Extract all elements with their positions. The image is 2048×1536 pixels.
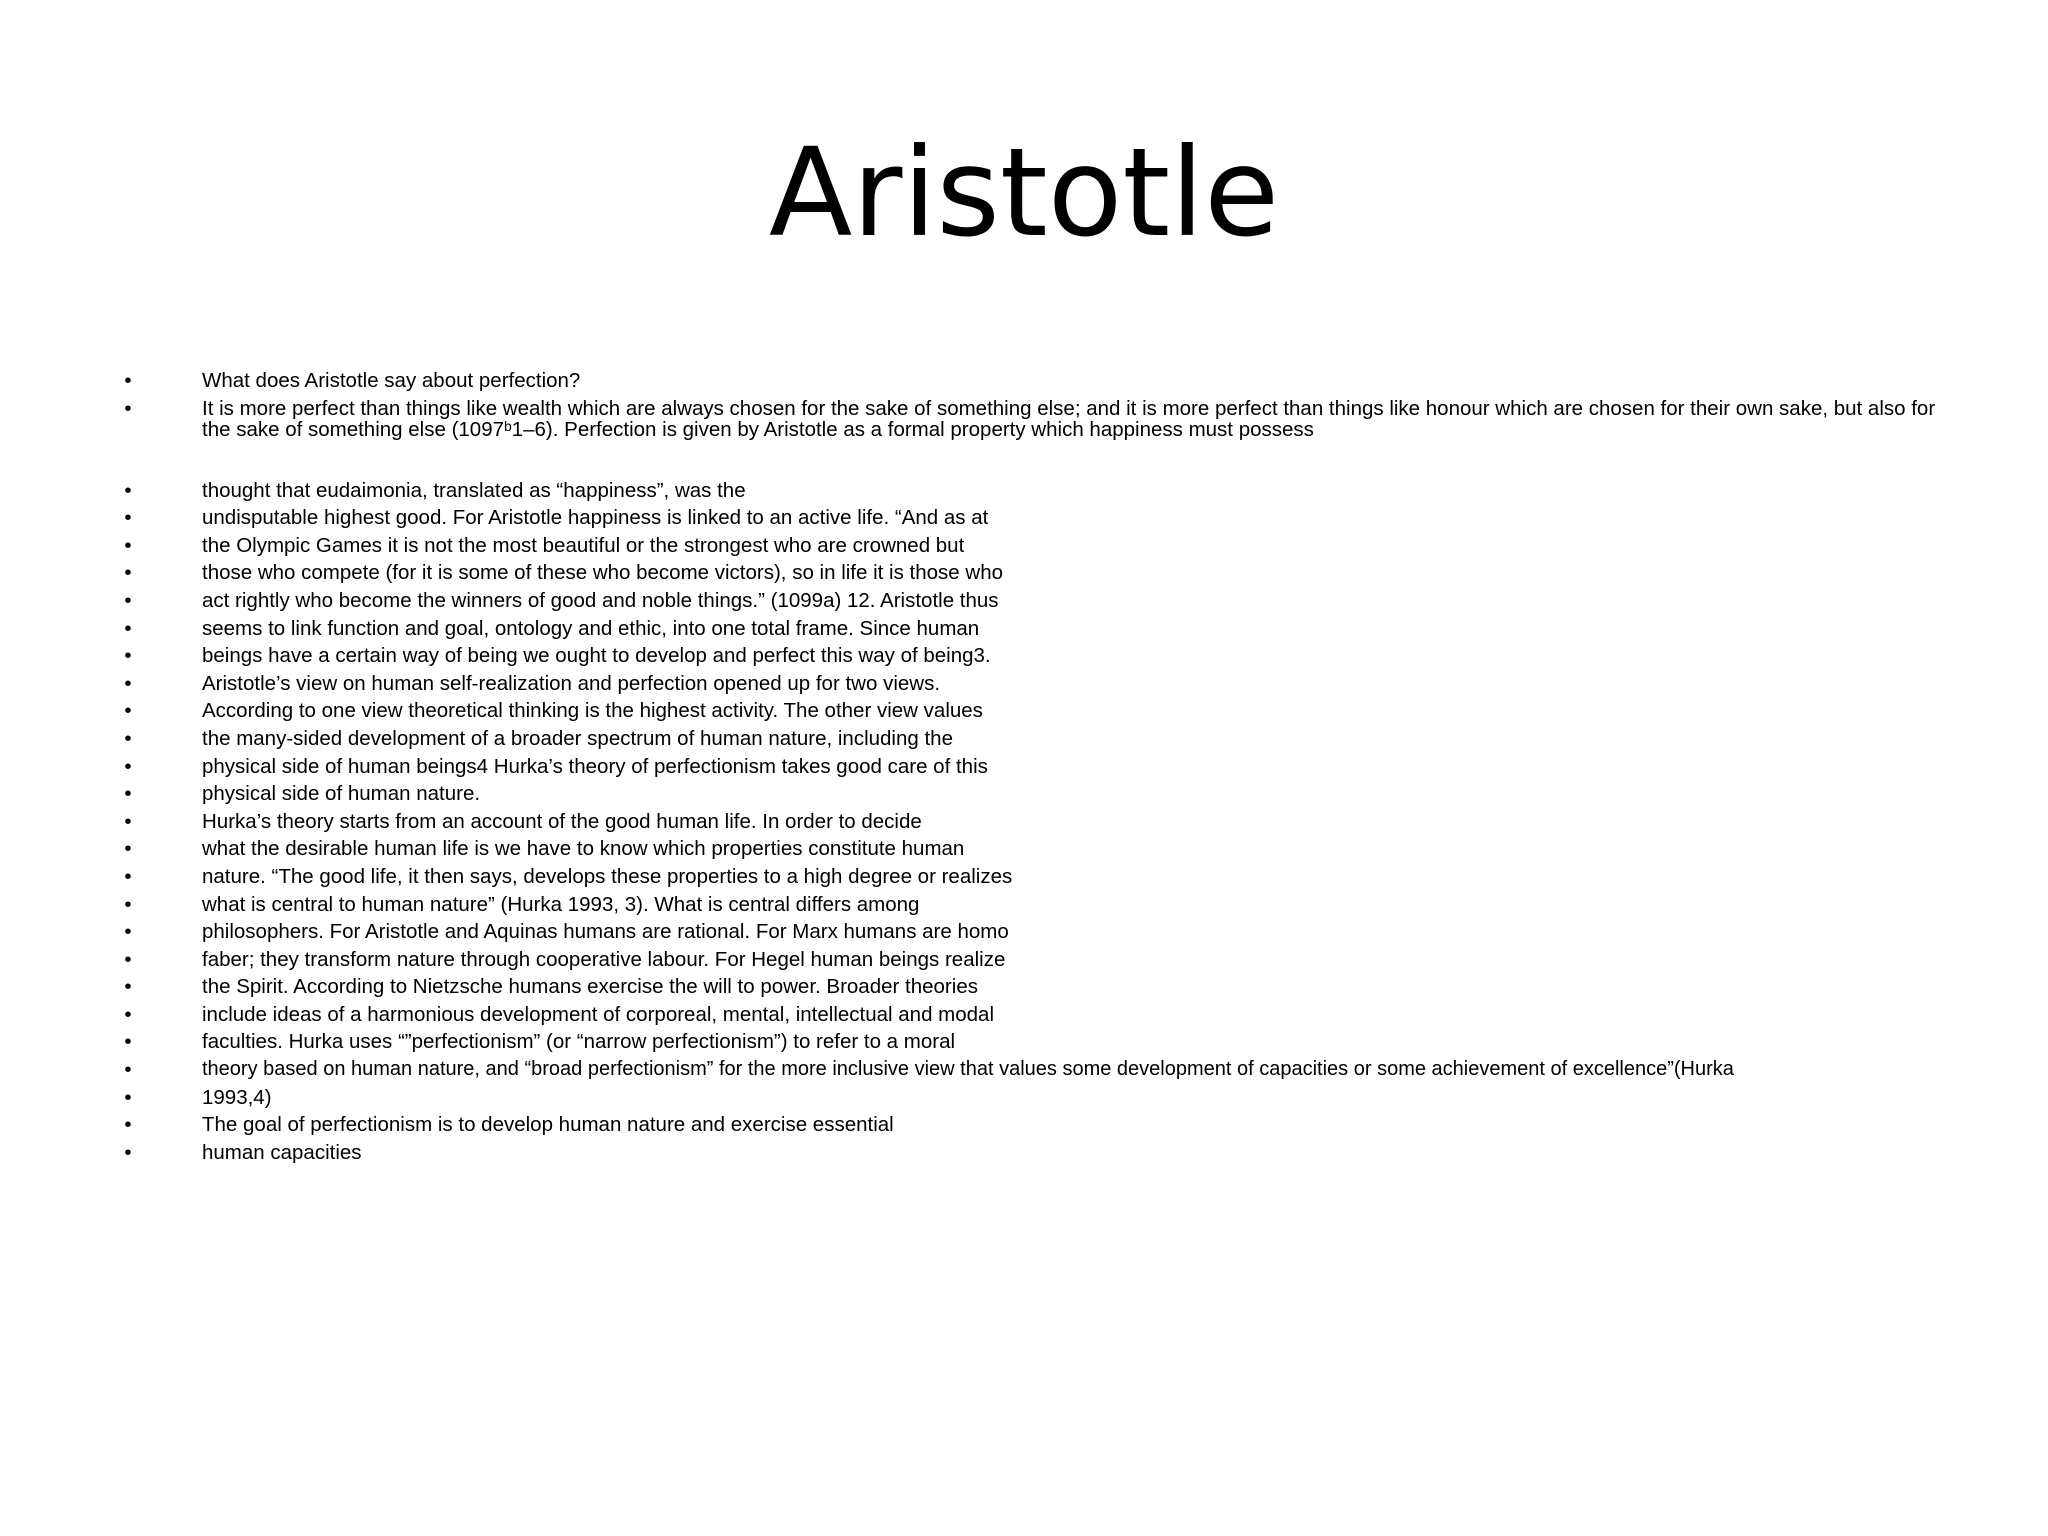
bullet-text: seems to link function and goal, ontology and ethic, into one total frame. Since human bbox=[202, 616, 980, 640]
bullet-text: Hurka’s theory starts from an account of the good human life. In order to decide bbox=[202, 809, 922, 833]
bullet-item bbox=[0, 1084, 2048, 1112]
bullet-icon: • bbox=[124, 506, 132, 530]
bullet-text: the many-sided development of a broader spectrum of human nature, including the bbox=[202, 726, 953, 750]
bullet-list bbox=[0, 367, 2048, 1166]
bullet-item bbox=[0, 395, 2048, 450]
bullet-icon: • bbox=[124, 837, 132, 861]
bullet-text: What does Aristotle say about perfection? bbox=[202, 369, 581, 392]
bullet-icon: • bbox=[124, 782, 132, 806]
bullet-item bbox=[0, 1028, 2048, 1056]
bullet-icon: • bbox=[124, 754, 132, 778]
bullet-text: the Spirit. According to Nietzsche humans exercise the will to power. Broader theories bbox=[202, 975, 978, 999]
bullet-icon: • bbox=[124, 396, 132, 420]
bullet-item bbox=[0, 504, 2048, 532]
bullet-icon: • bbox=[124, 1058, 132, 1082]
bullet-item bbox=[0, 891, 2048, 919]
bullet-icon: • bbox=[124, 616, 132, 640]
bullet-icon: • bbox=[124, 1140, 132, 1164]
bullet-item bbox=[0, 780, 2048, 808]
bullet-item bbox=[0, 1111, 2048, 1139]
bullet-item bbox=[0, 615, 2048, 643]
bullet-text: act rightly who become the winners of good and noble things.” (1099a) 12. Aristotle thus bbox=[202, 588, 999, 612]
bullet-text: what is central to human nature” (Hurka 1993, 3). What is central differs among bbox=[202, 892, 920, 916]
bullet-item bbox=[0, 477, 2048, 505]
bullet-text: It is more perfect than things like wealth which are always chosen for the sake of something else; and it is more perfect than things like honour which are chosen for their own sake, but also for the sake of something else (1097ᵇ1–6). Perfection is given by Aristotle as a formal property which happiness must possess bbox=[202, 396, 1936, 442]
bullet-item bbox=[0, 973, 2048, 1001]
bullet-item bbox=[0, 367, 2048, 395]
bullet-text: physical side of human beings4 Hurka’s theory of perfectionism takes good care of this bbox=[202, 754, 988, 778]
bullet-item bbox=[0, 1139, 2048, 1167]
bullet-text: Aristotle’s view on human self-realization and perfection opened up for two views. bbox=[202, 671, 941, 695]
bullet-text: nature. “The good life, it then says, develops these properties to a high degree or realizes bbox=[202, 864, 1013, 888]
bullet-item bbox=[0, 559, 2048, 587]
bullet-icon: • bbox=[124, 975, 132, 999]
bullet-icon: • bbox=[124, 726, 132, 750]
bullet-icon: • bbox=[124, 947, 132, 971]
bullet-text: those who compete (for it is some of these who become victors), so in life it is those who bbox=[202, 561, 1003, 585]
bullet-icon: • bbox=[124, 1113, 132, 1137]
bullet-item bbox=[0, 753, 2048, 781]
bullet-item bbox=[0, 725, 2048, 753]
bullet-icon: • bbox=[124, 561, 132, 585]
bullet-text: philosophers. For Aristotle and Aquinas humans are rational. For Marx humans are homo bbox=[202, 920, 1009, 944]
bullet-icon: • bbox=[124, 1085, 132, 1109]
spacer bbox=[0, 450, 2048, 477]
bullet-icon: • bbox=[124, 1030, 132, 1054]
bullet-item bbox=[0, 587, 2048, 615]
bullet-text: include ideas of a harmonious development of corporeal, mental, intellectual and modal bbox=[202, 1002, 995, 1026]
bullet-text: faculties. Hurka uses “”perfectionism” (or “narrow perfectionism”) to refer to a moral bbox=[202, 1030, 956, 1054]
bullet-icon: • bbox=[124, 699, 132, 723]
bullet-item bbox=[0, 642, 2048, 670]
bullet-icon: • bbox=[124, 478, 132, 502]
bullet-text: what the desirable human life is we have to know which properties constitute human bbox=[202, 837, 965, 861]
bullet-text: the Olympic Games it is not the most beautiful or the strongest who are crowned but bbox=[202, 533, 965, 557]
bullet-icon: • bbox=[124, 671, 132, 695]
bullet-text: beings have a certain way of being we ought to develop and perfect this way of being3. bbox=[202, 644, 991, 668]
bullet-text: undisputable highest good. For Aristotle happiness is linked to an active life. “And as at bbox=[202, 506, 989, 530]
bullet-text: faber; they transform nature through cooperative labour. For Hegel human beings realize bbox=[202, 947, 1006, 971]
bullet-text: theory based on human nature, and “broad perfectionism” for the more inclusive view that values some development of capacities or some achievement of excellence”(Hurka bbox=[202, 1058, 1734, 1081]
slide-title: Aristotle bbox=[768, 122, 1280, 264]
bullet-text: The goal of perfectionism is to develop human nature and exercise essential bbox=[202, 1113, 894, 1137]
bullet-item bbox=[0, 1001, 2048, 1029]
bullet-item bbox=[0, 863, 2048, 891]
bullet-item bbox=[0, 808, 2048, 836]
bullet-icon: • bbox=[124, 892, 132, 916]
bullet-text: 1993,4) bbox=[202, 1085, 272, 1109]
bullet-item bbox=[0, 697, 2048, 725]
bullet-icon: • bbox=[124, 588, 132, 612]
bullet-item bbox=[0, 1056, 2048, 1084]
bullet-item bbox=[0, 670, 2048, 698]
bullet-icon: • bbox=[124, 644, 132, 668]
bullet-item bbox=[0, 946, 2048, 974]
bullet-text: physical side of human nature. bbox=[202, 782, 481, 806]
bullet-text: According to one view theoretical thinking is the highest activity. The other view values bbox=[202, 699, 983, 723]
bullet-icon: • bbox=[124, 1002, 132, 1026]
bullet-icon: • bbox=[124, 369, 132, 392]
bullet-icon: • bbox=[124, 864, 132, 888]
bullet-item bbox=[0, 918, 2048, 946]
bullet-text: human capacities bbox=[202, 1140, 362, 1164]
bullet-text: thought that eudaimonia, translated as “happiness”, was the bbox=[202, 478, 746, 502]
bullet-item bbox=[0, 835, 2048, 863]
bullet-icon: • bbox=[124, 920, 132, 944]
bullet-icon: • bbox=[124, 809, 132, 833]
bullet-icon: • bbox=[124, 533, 132, 557]
bullet-item bbox=[0, 532, 2048, 560]
